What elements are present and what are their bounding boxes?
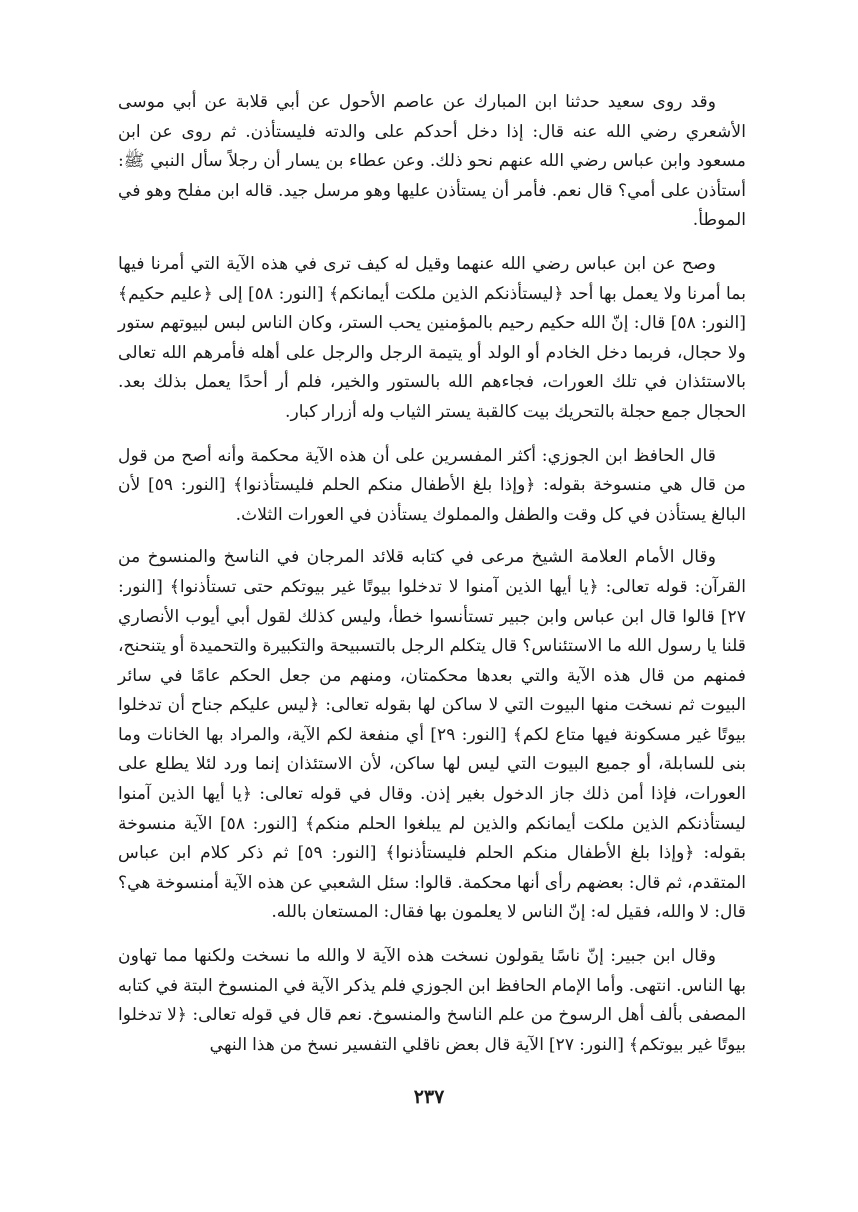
paragraph-4: وقال الأمام العلامة الشيخ مرعى في كتابه قلائد المرجان في الناسخ والمنسوخ من القرآن: قوله تعالى: ﴿يا أيها الذين آمنوا لا تدخلوا بيوتًا غير بيوتكم حتى تستأذنوا﴾ [النور: ٢٧] قالوا قال ابن عباس وابن جبير تستأنسوا خطأ، وليس كذلك لقول أبي أيوب الأنصاري قلنا يا رسول الله ما الاستئناس؟ قال يتكلم الرجل بالتسبيحة والتكبيرة والتحميدة أو يتنحنح، فمنهم من قال هذه الآية والتي بعدها محكمتان، ومنهم من جعل الحكم عامًا في سائر البيوت ثم نسخت منها البيوت التي لا ساكن لها بقوله تعالى: ﴿ليس عليكم جناح أن تدخلوا بيوتًا غير مسكونة فيها متاع لكم﴾ [النور: ٢٩] أي منفعة لكم الآية، والمراد بها الخانات وما بنى للسابلة، أو جميع البيوت التي ليس لها ساكن، لأن الاستئذان إنما ورد لئلا يطلع على العورات، فإذا أمن ذلك جاز الدخول بغير إذن. وقال في قوله تعالى: ﴿يا أيها الذين آمنوا ليستأذنكم الذين ملكت أيمانكم والذين لم يبلغوا الحلم منكم﴾ [النور: ٥٨] الآية منسوخة بقوله: ﴿وإذا بلغ الأطفال منكم الحلم فليستأذنوا﴾ [النور: ٥٩] ثم ذكر كلام ابن عباس المتقدم، ثم قال: بعضهم رأى أنها محكمة. قالوا: سئل الشعبي عن هذه الآية أمنسوخة هي؟ قال: لا والله، فقيل له: إنّ الناس لا يعلمون بها فقال: المستعان بالله. <box>118 547 747 923</box>
paragraph-3: قال الحافظ ابن الجوزي: أكثر المفسرين على أن هذه الآية محكمة وأنه أصح من قول من قال هي منسوخة بقوله: ﴿وإذا بلغ الأطفال منكم الحلم فليستأذنوا﴾ [النور: ٥٩] لأن البالغ يستأذن في كل وقت والطفل والمملوك يستأذن في العورات الثلاث. <box>118 445 746 525</box>
page-number: ٢٣٧ <box>413 1086 445 1108</box>
paragraph-1: وقد روى سعيد حدثنا ابن المبارك عن عاصم الأحول عن أبي قلابة عن أبي موسى الأشعري رضي الله عنه قال: إذا دخل أحدكم على والدته فليستأذن. ثم روى عن ابن مسعود وابن عباس رضي الله عنهم نحو ذلك. وعن عطاء بن يسار أن رجلاً سأل النبي ﷺ: أستأذن على أمي؟ قال نعم. فأمر أن يستأذن عليها وهو مرسل جيد. قاله ابن مفلح وهو في الموطأ. <box>118 92 746 231</box>
paragraph-2: وصح عن ابن عباس رضي الله عنهما وقيل له كيف ترى في هذه الآية التي أمرنا فيها بما أمرنا ولا يعمل بها أحد ﴿ليستأذنكم الذين ملكت أيمانكم﴾ [النور: ٥٨] إلى ﴿عليم حكيم﴾ [النور: ٥٨] قال: إنّ الله حكيم رحيم بالمؤمنين يحب الستر، وكان الناس لبس لبيوتهم ستور ولا حجال، فربما دخل الخادم أو الولد أو يتيمة الرجل والرجل على أهله فأمرهم الله تعالى بالاستئذان في تلك العورات، فجاءهم الله بالستور والخير، فلم أر أحدًا يعمل بذلك بعد. الحجال جمع حجلة بالتحريك بيت كالقبة يستر الثياب وله أزرار كبار. <box>118 253 746 422</box>
paragraph-5: وقال ابن جبير: إنّ ناسًا يقولون نسخت هذه الآية لا والله ما نسخت ولكنها مما تهاون بها الناس. انتهى. وأما الإمام الحافظ ابن الجوزي فلم يذكر الآية في المنسوخ البتة في كتابه المصفى بألف أهل الرسوخ من علم الناسخ والمنسوخ. نعم قال في قوله تعالى: ﴿لا تدخلوا بيوتًا غير بيوتكم﴾ [النور: ٢٧] الآية قال بعض ناقلي التفسير نسخ من هذا النهي <box>118 946 746 1055</box>
page-body <box>118 88 746 1072</box>
